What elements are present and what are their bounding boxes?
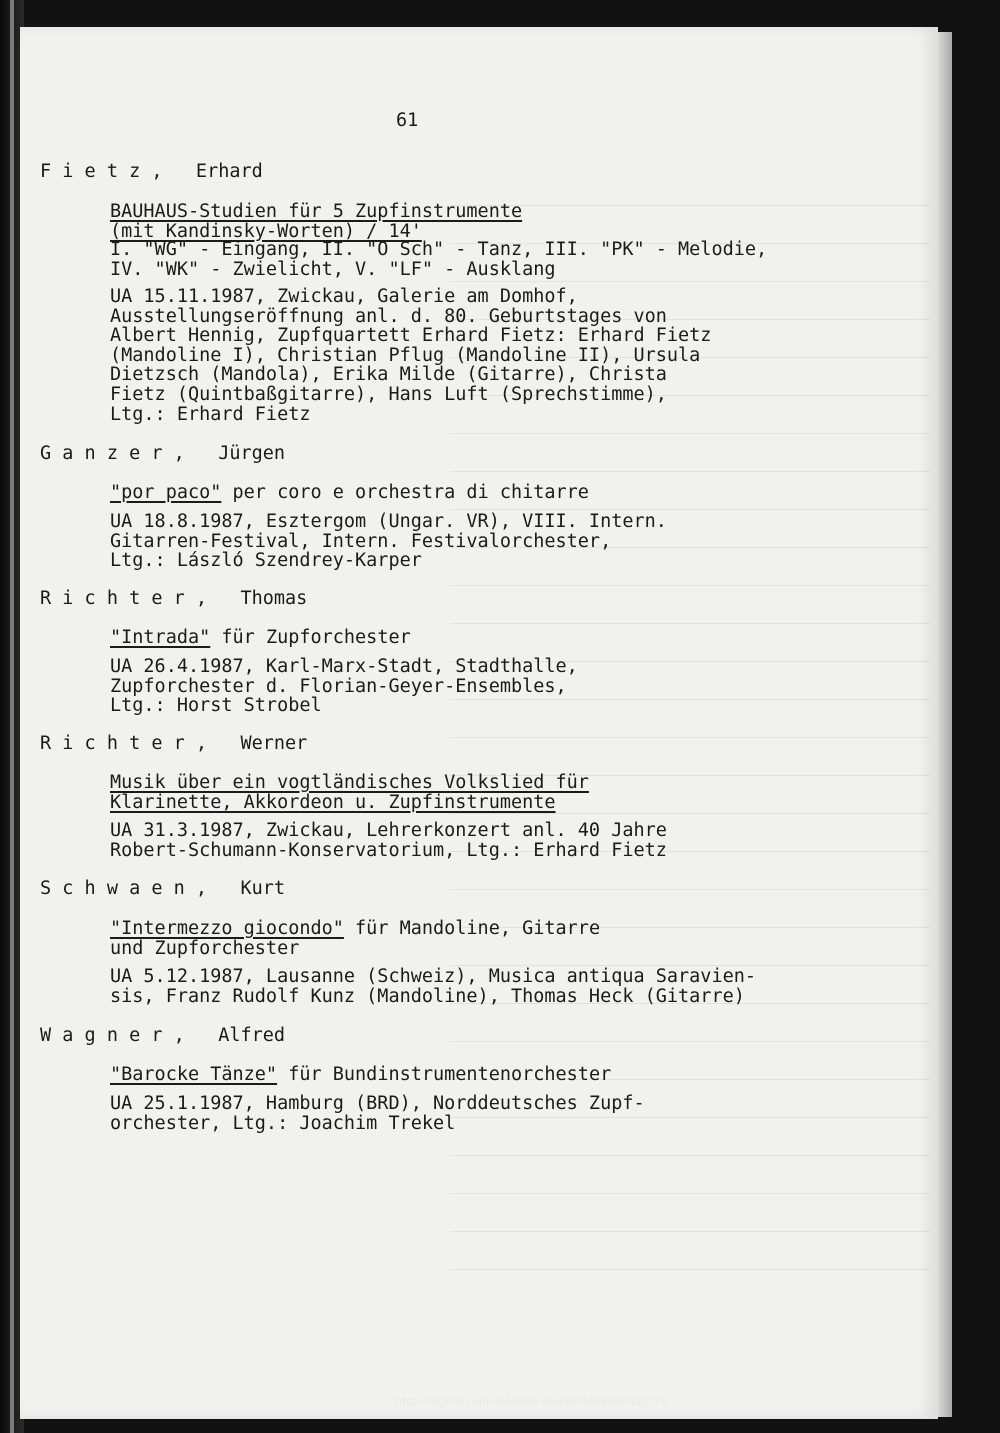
previous-page-edge <box>10 0 14 1433</box>
work-line <box>110 1065 611 1085</box>
premiere-details: UA 25.1.1987, Hamburg (BRD), Norddeutsches Zupf- orchester, Ltg.: Joachim Trekel <box>110 1093 645 1134</box>
work-title: BAUHAUS-Studien für 5 Zupfinstrumente (mit Kandinsky-Worten) / 14' <box>110 201 523 242</box>
work-line <box>110 919 600 958</box>
page-number: 61 <box>396 110 419 131</box>
composer-name: R i c h t e r , Thomas <box>40 588 308 609</box>
composer-name: G a n z e r , Jürgen <box>40 443 286 464</box>
work-scoring: per coro e orchestra di chitarre <box>221 482 589 503</box>
page-stack-edge <box>938 32 952 1417</box>
source-url: http://digital.slub-dresden.de/ppn305801432Z/70 <box>395 1395 668 1408</box>
premiere-details: UA 5.12.1987, Lausanne (Schweiz), Musica antiqua Saravien- sis, Franz Rudolf Kunz (Mandoline), Thomas Heck (Gitarre) <box>110 966 757 1007</box>
premiere-details: UA 15.11.1987, Zwickau, Galerie am Domhof, Ausstellungseröffnung anl. d. 80. Geburtstages von Albert Hennig, Zupfquartett Erhard Fietz: Erhard Fietz (Mandoline I), Christian Pflug (Mandoline II), Ursula Dietzsch (Mandola), Erika Milde (Gitarre), Christa Fietz (Quintbaßgitarre), Hans Luft (Sprechstimme), Ltg.: Erhard Fietz <box>110 286 712 425</box>
work-title: "Intrada" <box>110 627 211 648</box>
work-line <box>110 483 589 503</box>
work-title: Musik über ein vogtländisches Volkslied für Klarinette, Akkordeon u. Zupfinstrumente <box>110 772 589 813</box>
premiere-details: UA 31.3.1987, Zwickau, Lehrerkonzert anl. 40 Jahre Robert-Schumann-Konservatorium, Ltg.: Erhard Fietz <box>110 820 667 861</box>
composer-name: W a g n e r , Alfred <box>40 1025 286 1046</box>
work-scoring: für Zupforchester <box>210 627 411 648</box>
work-line <box>110 628 411 648</box>
work-title: "Intermezzo giocondo" <box>110 918 344 939</box>
premiere-details: UA 18.8.1987, Esztergom (Ungar. VR), VIII. Intern. Gitarren-Festival, Intern. Festivalorchester, Ltg.: László Szendrey-Karper <box>110 511 667 572</box>
composer-name: F i e t z , Erhard <box>40 161 263 182</box>
work-title: "Barocke Tänze" <box>110 1064 278 1085</box>
composer-name: R i c h t e r , Werner <box>40 733 308 754</box>
composer-name: S c h w a e n , Kurt <box>40 878 286 899</box>
work-title: "por paco" <box>110 482 222 503</box>
work-movements: I. "WG" - Eingang, II. "O Sch" - Tanz, III. "PK" - Melodie, IV. "WK" - Zwielicht, V. "LF" - Ausklang <box>110 239 768 280</box>
premiere-details: UA 26.4.1987, Karl-Marx-Stadt, Stadthalle, Zupforchester d. Florian-Geyer-Ensembles, Ltg.: Horst Strobel <box>110 656 578 717</box>
work-scoring: für Mandoline, Gitarre und Zupforchester <box>110 918 601 959</box>
work-scoring: für Bundinstrumentenorchester <box>277 1064 612 1085</box>
